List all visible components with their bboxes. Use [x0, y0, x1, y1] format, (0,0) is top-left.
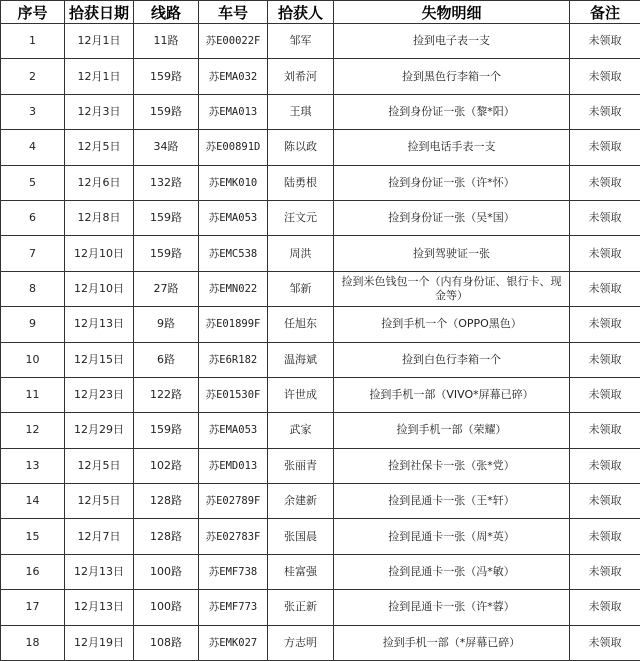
note-cell: 未领取 — [570, 448, 640, 483]
car-cell: 苏E02783F — [199, 519, 268, 554]
route-cell: 159路 — [134, 200, 199, 235]
note-cell: 未领取 — [570, 554, 640, 589]
item-cell: 捡到身份证一张（吴*国） — [334, 200, 570, 235]
car-cell: 苏EMK027 — [199, 625, 268, 660]
table-row — [1, 271, 640, 306]
seq-cell: 8 — [1, 271, 65, 306]
seq-cell: 1 — [1, 24, 65, 59]
car-cell: 苏E00022F — [199, 24, 268, 59]
item-cell: 捡到白色行李箱一个 — [334, 342, 570, 377]
note-cell: 未领取 — [570, 24, 640, 59]
date-cell: 12月1日 — [65, 24, 134, 59]
finder-cell: 桂富强 — [268, 554, 334, 589]
seq-cell: 18 — [1, 625, 65, 660]
car-cell: 苏E02789F — [199, 484, 268, 519]
header-seq: 序号 — [1, 1, 65, 24]
note-cell: 未领取 — [570, 590, 640, 625]
item-cell: 捡到昆通卡一张（冯*敏） — [334, 554, 570, 589]
note-cell: 未领取 — [570, 307, 640, 342]
date-cell: 12月8日 — [65, 200, 134, 235]
note-cell: 未领取 — [570, 94, 640, 129]
item-cell: 捡到社保卡一张（张*党） — [334, 448, 570, 483]
table-row — [1, 165, 640, 200]
finder-cell: 王琪 — [268, 94, 334, 129]
date-cell: 12月5日 — [65, 484, 134, 519]
date-cell: 12月29日 — [65, 413, 134, 448]
route-cell: 128路 — [134, 519, 199, 554]
car-cell: 苏EMD013 — [199, 448, 268, 483]
note-cell: 未领取 — [570, 377, 640, 412]
date-cell: 12月13日 — [65, 590, 134, 625]
item-cell: 捡到驾驶证一张 — [334, 236, 570, 271]
table-row — [1, 200, 640, 235]
car-cell: 苏EMA032 — [199, 59, 268, 94]
route-cell: 128路 — [134, 484, 199, 519]
note-cell: 未领取 — [570, 130, 640, 165]
table-row — [1, 377, 640, 412]
note-cell: 未领取 — [570, 413, 640, 448]
header-row — [1, 1, 640, 24]
route-cell: 159路 — [134, 236, 199, 271]
item-cell: 捡到身份证一张（许*怀） — [334, 165, 570, 200]
table-row — [1, 484, 640, 519]
table-row — [1, 94, 640, 129]
item-cell: 捡到手机一部（荣耀） — [334, 413, 570, 448]
note-cell: 未领取 — [570, 484, 640, 519]
route-cell: 27路 — [134, 271, 199, 306]
route-cell: 6路 — [134, 342, 199, 377]
table-row — [1, 519, 640, 554]
finder-cell: 汪文元 — [268, 200, 334, 235]
seq-cell: 2 — [1, 59, 65, 94]
seq-cell: 9 — [1, 307, 65, 342]
seq-cell: 17 — [1, 590, 65, 625]
seq-cell: 15 — [1, 519, 65, 554]
route-cell: 100路 — [134, 590, 199, 625]
finder-cell: 陆勇根 — [268, 165, 334, 200]
seq-cell: 6 — [1, 200, 65, 235]
finder-cell: 武家 — [268, 413, 334, 448]
car-cell: 苏EMF773 — [199, 590, 268, 625]
date-cell: 12月19日 — [65, 625, 134, 660]
finder-cell: 张丽青 — [268, 448, 334, 483]
note-cell: 未领取 — [570, 165, 640, 200]
table-row — [1, 24, 640, 59]
date-cell: 12月15日 — [65, 342, 134, 377]
table-row — [1, 413, 640, 448]
car-cell: 苏EMA053 — [199, 413, 268, 448]
route-cell: 100路 — [134, 554, 199, 589]
seq-cell: 5 — [1, 165, 65, 200]
car-cell: 苏EMF738 — [199, 554, 268, 589]
header-date: 拾获日期 — [65, 1, 134, 24]
seq-cell: 12 — [1, 413, 65, 448]
finder-cell: 余建新 — [268, 484, 334, 519]
seq-cell: 14 — [1, 484, 65, 519]
item-cell: 捡到昆通卡一张（许*蓉） — [334, 590, 570, 625]
route-cell: 159路 — [134, 94, 199, 129]
finder-cell: 方志明 — [268, 625, 334, 660]
finder-cell: 周洪 — [268, 236, 334, 271]
note-cell: 未领取 — [570, 519, 640, 554]
header-car: 车号 — [199, 1, 268, 24]
finder-cell: 张国晨 — [268, 519, 334, 554]
table-row — [1, 590, 640, 625]
date-cell: 12月6日 — [65, 165, 134, 200]
finder-cell: 任旭东 — [268, 307, 334, 342]
date-cell: 12月3日 — [65, 94, 134, 129]
item-cell: 捡到黑色行李箱一个 — [334, 59, 570, 94]
table-row — [1, 130, 640, 165]
car-cell: 苏E01899F — [199, 307, 268, 342]
seq-cell: 10 — [1, 342, 65, 377]
header-note: 备注 — [570, 1, 640, 24]
date-cell: 12月5日 — [65, 448, 134, 483]
car-cell: 苏EMK010 — [199, 165, 268, 200]
table-body — [1, 24, 640, 661]
note-cell: 未领取 — [570, 625, 640, 660]
item-cell: 捡到昆通卡一张（王*轩） — [334, 484, 570, 519]
finder-cell: 邹军 — [268, 24, 334, 59]
item-cell: 捡到手机一部（*屏幕已碎） — [334, 625, 570, 660]
table-row — [1, 59, 640, 94]
car-cell: 苏E00891D — [199, 130, 268, 165]
date-cell: 12月1日 — [65, 59, 134, 94]
date-cell: 12月13日 — [65, 554, 134, 589]
table-row — [1, 307, 640, 342]
date-cell: 12月23日 — [65, 377, 134, 412]
header-finder: 拾获人 — [268, 1, 334, 24]
route-cell: 122路 — [134, 377, 199, 412]
note-cell: 未领取 — [570, 342, 640, 377]
seq-cell: 7 — [1, 236, 65, 271]
item-cell: 捡到昆通卡一张（周*英） — [334, 519, 570, 554]
table-row — [1, 342, 640, 377]
note-cell: 未领取 — [570, 59, 640, 94]
item-cell: 捡到手机一个（OPPO黑色） — [334, 307, 570, 342]
car-cell: 苏E01530F — [199, 377, 268, 412]
route-cell: 108路 — [134, 625, 199, 660]
route-cell: 9路 — [134, 307, 199, 342]
finder-cell: 张正新 — [268, 590, 334, 625]
item-cell: 捡到米色钱包一个（内有身份证、银行卡、现金等） — [334, 271, 570, 306]
seq-cell: 3 — [1, 94, 65, 129]
finder-cell: 邹新 — [268, 271, 334, 306]
route-cell: 34路 — [134, 130, 199, 165]
car-cell: 苏EMA053 — [199, 200, 268, 235]
header-item: 失物明细 — [334, 1, 570, 24]
car-cell: 苏EMN022 — [199, 271, 268, 306]
table-row — [1, 448, 640, 483]
header-route: 线路 — [134, 1, 199, 24]
item-cell: 捡到身份证一张（黎*阳） — [334, 94, 570, 129]
car-cell: 苏E6R182 — [199, 342, 268, 377]
seq-cell: 13 — [1, 448, 65, 483]
seq-cell: 16 — [1, 554, 65, 589]
item-cell: 捡到电话手表一支 — [334, 130, 570, 165]
route-cell: 102路 — [134, 448, 199, 483]
finder-cell: 陈以政 — [268, 130, 334, 165]
date-cell: 12月13日 — [65, 307, 134, 342]
seq-cell: 11 — [1, 377, 65, 412]
finder-cell: 刘希河 — [268, 59, 334, 94]
table-row — [1, 625, 640, 660]
item-cell: 捡到手机一部（VIVO*屏幕已碎） — [334, 377, 570, 412]
note-cell: 未领取 — [570, 200, 640, 235]
car-cell: 苏EMA013 — [199, 94, 268, 129]
date-cell: 12月10日 — [65, 271, 134, 306]
table-row — [1, 554, 640, 589]
date-cell: 12月7日 — [65, 519, 134, 554]
item-cell: 捡到电子表一支 — [334, 24, 570, 59]
finder-cell: 温海斌 — [268, 342, 334, 377]
car-cell: 苏EMC538 — [199, 236, 268, 271]
seq-cell: 4 — [1, 130, 65, 165]
route-cell: 159路 — [134, 413, 199, 448]
table-row — [1, 236, 640, 271]
route-cell: 11路 — [134, 24, 199, 59]
note-cell: 未领取 — [570, 236, 640, 271]
date-cell: 12月5日 — [65, 130, 134, 165]
finder-cell: 许世成 — [268, 377, 334, 412]
route-cell: 132路 — [134, 165, 199, 200]
note-cell: 未领取 — [570, 271, 640, 306]
route-cell: 159路 — [134, 59, 199, 94]
date-cell: 12月10日 — [65, 236, 134, 271]
